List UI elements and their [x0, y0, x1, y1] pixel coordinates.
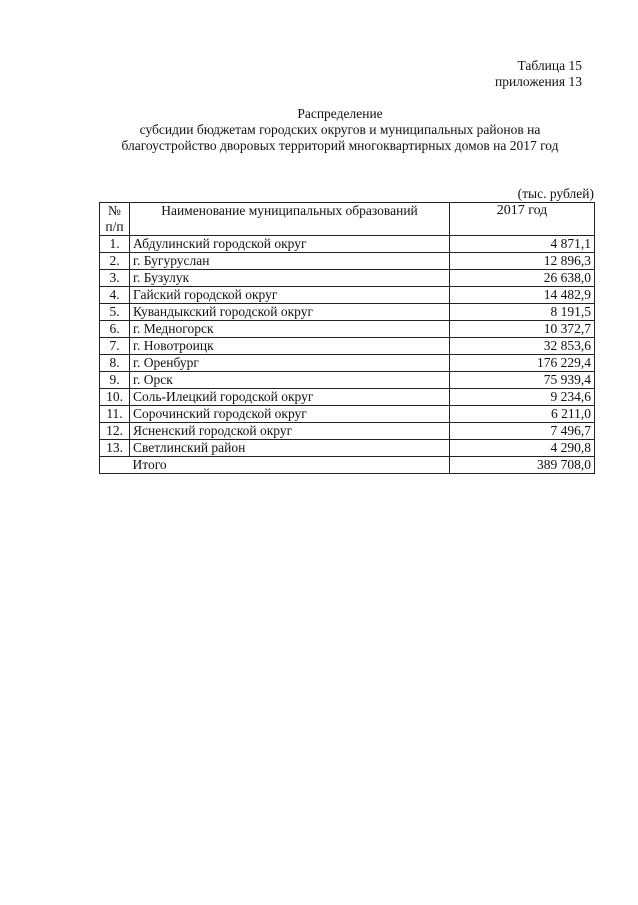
subsidy-amount: 8 191,5	[450, 304, 595, 321]
total-label: Итого	[130, 457, 450, 474]
table-number: Таблица 15	[517, 58, 582, 73]
subsidy-amount: 6 211,0	[450, 406, 595, 423]
appendix-reference: приложения 13	[494, 74, 582, 89]
municipality-name: Кувандыкский городской округ	[130, 304, 450, 321]
row-number: 11.	[100, 406, 130, 423]
municipality-name: Абдулинский городской округ	[130, 236, 450, 253]
table-row	[100, 423, 595, 440]
municipality-name: г. Бузулук	[130, 270, 450, 287]
municipality-name: г. Медногорск	[130, 321, 450, 338]
header-year: 2017 год	[450, 203, 595, 236]
table-row	[100, 253, 595, 270]
table-row	[100, 372, 595, 389]
municipality-name: Сорочинский городской округ	[130, 406, 450, 423]
municipality-name: г. Новотроицк	[130, 338, 450, 355]
municipality-name: Соль-Илецкий городской округ	[130, 389, 450, 406]
units-label: (тыс. рублей)	[517, 186, 594, 201]
row-number: 5.	[100, 304, 130, 321]
total-number-cell	[100, 457, 130, 474]
row-number: 10.	[100, 389, 130, 406]
table-row	[100, 440, 595, 457]
document-title: Распределение	[297, 106, 383, 121]
municipality-name: Гайский городской округ	[130, 287, 450, 304]
subsidy-amount: 9 234,6	[450, 389, 595, 406]
table-row	[100, 406, 595, 423]
row-number: 2.	[100, 253, 130, 270]
document-subtitle-line-1: субсидии бюджетам городских округов и муниципальных районов на	[139, 122, 541, 137]
table-row	[100, 355, 595, 372]
row-number: 12.	[100, 423, 130, 440]
row-number: 6.	[100, 321, 130, 338]
subsidy-amount: 12 896,3	[450, 253, 595, 270]
subsidy-amount: 75 939,4	[450, 372, 595, 389]
total-amount: 389 708,0	[450, 457, 595, 474]
municipality-name: г. Бугуруслан	[130, 253, 450, 270]
header-number-abbr: п/п	[105, 219, 124, 234]
row-number: 9.	[100, 372, 130, 389]
subsidy-amount: 10 372,7	[450, 321, 595, 338]
row-number: 13.	[100, 440, 130, 457]
table-body	[100, 236, 595, 474]
table-row	[100, 236, 595, 253]
municipality-name: г. Орск	[130, 372, 450, 389]
row-number: 8.	[100, 355, 130, 372]
municipality-name: г. Оренбург	[130, 355, 450, 372]
subsidy-amount: 4 290,8	[450, 440, 595, 457]
document-subtitle-line-2: благоустройство дворовых территорий многоквартирных домов на 2017 год	[121, 138, 559, 153]
subsidy-amount: 4 871,1	[450, 236, 595, 253]
table-header-row	[100, 203, 595, 236]
row-number: 4.	[100, 287, 130, 304]
row-number: 3.	[100, 270, 130, 287]
table-row	[100, 338, 595, 355]
subsidy-amount: 7 496,7	[450, 423, 595, 440]
subsidy-amount: 14 482,9	[450, 287, 595, 304]
subsidy-amount: 32 853,6	[450, 338, 595, 355]
table-row	[100, 389, 595, 406]
header-municipality: Наименование муниципальных образований	[130, 203, 450, 236]
municipality-name: Светлинский район	[130, 440, 450, 457]
table-row	[100, 321, 595, 338]
header-number-symbol: №	[108, 203, 121, 218]
table-row	[100, 287, 595, 304]
municipality-name: Ясненский городской округ	[130, 423, 450, 440]
table-row	[100, 270, 595, 287]
subsidy-amount: 26 638,0	[450, 270, 595, 287]
table-total-row	[100, 457, 595, 474]
subsidy-amount: 176 229,4	[450, 355, 595, 372]
subsidy-table	[99, 202, 595, 474]
header-number	[100, 203, 130, 236]
row-number: 1.	[100, 236, 130, 253]
row-number: 7.	[100, 338, 130, 355]
table-row	[100, 304, 595, 321]
